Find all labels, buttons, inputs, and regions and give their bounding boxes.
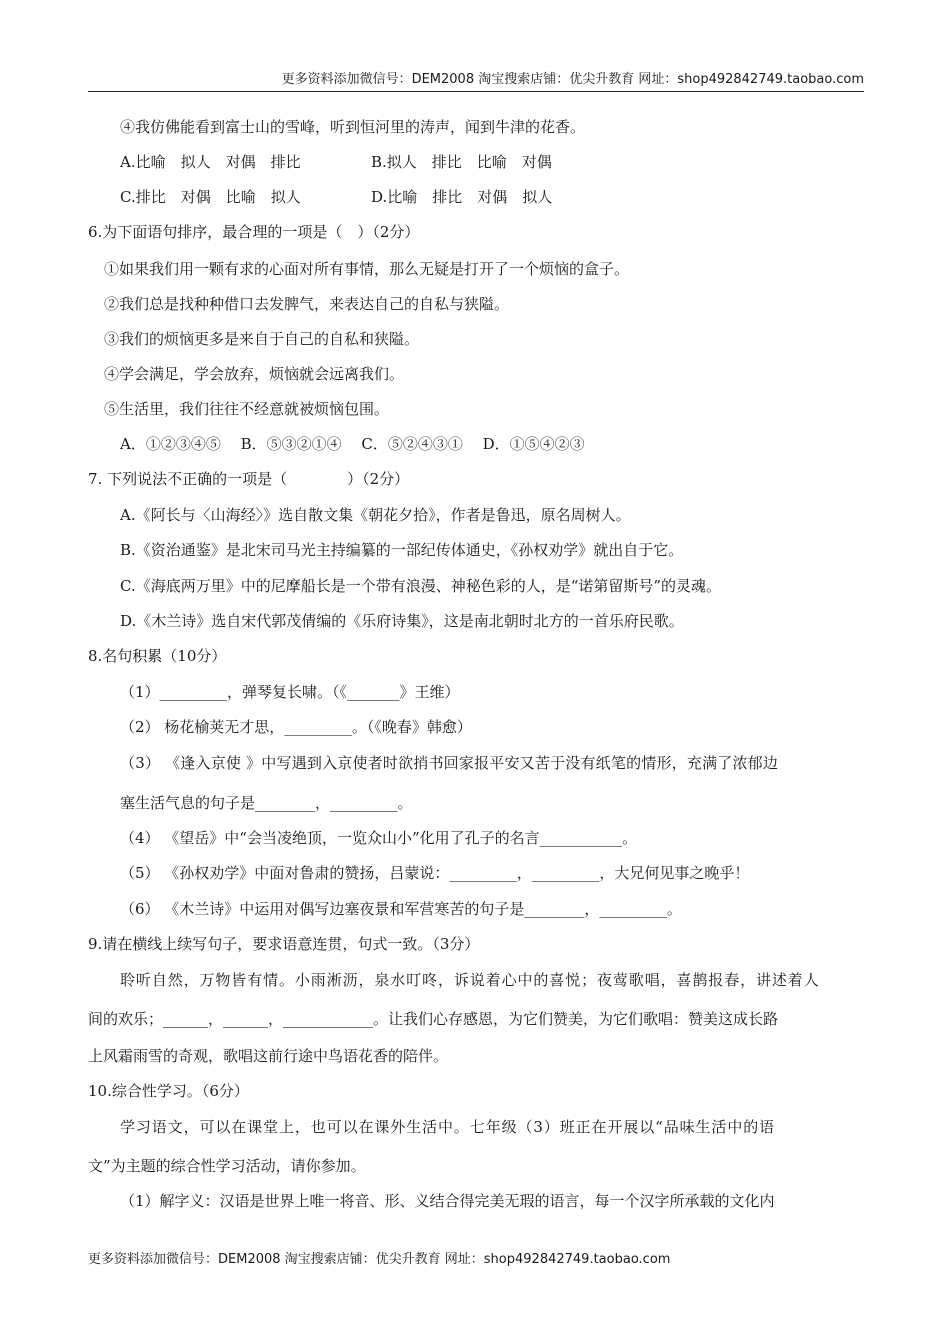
option-d: D.《木兰诗》选自宋代郭茂倩编的《乐府诗集》，这是南北朝时北方的一首乐府民歌。: [120, 612, 684, 630]
option-a: A.《阿长与〈山海经〉》选自散文集《朝花夕拾》，作者是鲁迅，原名周树人。: [120, 506, 631, 524]
question-7-title: 7. 下列说法不正确的一项是（ ）（2分）: [88, 470, 410, 488]
option-b: B.拟人 排比 比喻 对偶: [371, 153, 552, 171]
option-a: A.比喻 拟人 对偶 排比: [120, 153, 301, 171]
page-header: 更多资料添加微信号：DEM2008 淘宝搜索店铺：优尖升教育 网址：shop492842749.taobao.com: [88, 68, 864, 92]
text-line: ④学会满足，学会放弃，烦恼就会远离我们。: [104, 365, 405, 383]
paragraph-line: 聆听自然，万物皆有情。小雨淅沥，泉水叮咚，诉说着心中的喜悦；夜莺歌唱，喜鹊报春，讲述着人: [120, 971, 820, 989]
option-c: C.《海底两万里》中的尼摩船长是一个带有浪漫、神秘色彩的人，是“诺第留斯号”的灵魂。: [120, 577, 722, 595]
fill-blank-item: （6） 《木兰诗》中运用对偶写边塞夜景和军营寒苦的句子是________，_________。: [120, 900, 682, 918]
option-c: C.排比 对偶 比喻 拟人: [120, 188, 301, 206]
fill-blank-item: （3） 《逢入京使 》中写遇到入京使者时欲捎书回家报平安又苦于没有纸笔的情形，充满了浓郁边: [120, 754, 779, 772]
text-line: ④我仿佛能看到富士山的雪峰，听到恒河里的涛声，闻到牛津的花香。: [120, 118, 586, 136]
text-line: ⑤生活里，我们往往不经意就被烦恼包围。: [104, 400, 390, 418]
text-line: ②我们总是找种种借口去发脾气，来表达自己的自私与狭隘。: [104, 295, 510, 313]
paragraph-line: 文”为主题的综合性学习活动，请你参加。: [88, 1157, 366, 1175]
text-line: ①如果我们用一颗有求的心面对所有事情，那么无疑是打开了一个烦恼的盒子。: [104, 260, 630, 278]
option-d: D.比喻 排比 对偶 拟人: [371, 188, 553, 206]
fill-blank-item: （2） 杨花榆荚无才思，_________。（《晚春》韩愈）: [120, 718, 472, 736]
fill-blank-item: （1）_________，弹琴复长啸。（《_______》王维）: [120, 683, 460, 701]
question-10-title: 10.综合性学习。（6分）: [88, 1082, 249, 1100]
question-6-title: 6.为下面语句排序，最合理的一项是（ ）（2分）: [88, 223, 420, 241]
paragraph-line: 间的欢乐；______，______，____________。让我们心存感恩，为它们赞美，为它们歌唱：赞美这成长路: [88, 1010, 779, 1028]
fill-blank-item-cont: 塞生活气息的句子是________，_________。: [120, 794, 413, 812]
page-footer: 更多资料添加微信号：DEM2008 淘宝搜索店铺：优尖升教育 网址：shop492842749.taobao.com: [88, 1252, 671, 1267]
option-b: B.《资治通鉴》是北宋司马光主持编纂的一部纪传体通史，《孙权劝学》就出自于它。: [120, 541, 684, 559]
question-6-options: A．①②③④⑤ B．⑤③②①④ C．⑤②④③① D．①⑤④②③: [120, 435, 585, 453]
paragraph-line: 学习语文，可以在课堂上，也可以在课外生活中。七年级（3）班正在开展以“品味生活中的语: [120, 1118, 776, 1136]
paragraph-line: （1）解字义：汉语是世界上唯一将音、形、义结合得完美无瑕的语言，每一个汉字所承载的文化内: [120, 1192, 775, 1210]
question-8-title: 8.名句积累（10分）: [88, 647, 227, 665]
question-9-title: 9.请在横线上续写句子，要求语意连贯，句式一致。（3分）: [88, 935, 480, 953]
text-line: ③我们的烦恼更多是来自于自己的自私和狭隘。: [104, 330, 420, 348]
fill-blank-item: （4） 《望岳》中“会当凌绝顶，一览众山小”化用了孔子的名言___________。: [120, 829, 638, 847]
paragraph-line: 上风霜雨雪的奇观，歌唱这前行途中鸟语花香的陪伴。: [88, 1047, 449, 1065]
fill-blank-item: （5） 《孙权劝学》中面对鲁肃的赞扬，吕蒙说：_________，_________，大兄何见事之晚乎！: [120, 864, 750, 882]
